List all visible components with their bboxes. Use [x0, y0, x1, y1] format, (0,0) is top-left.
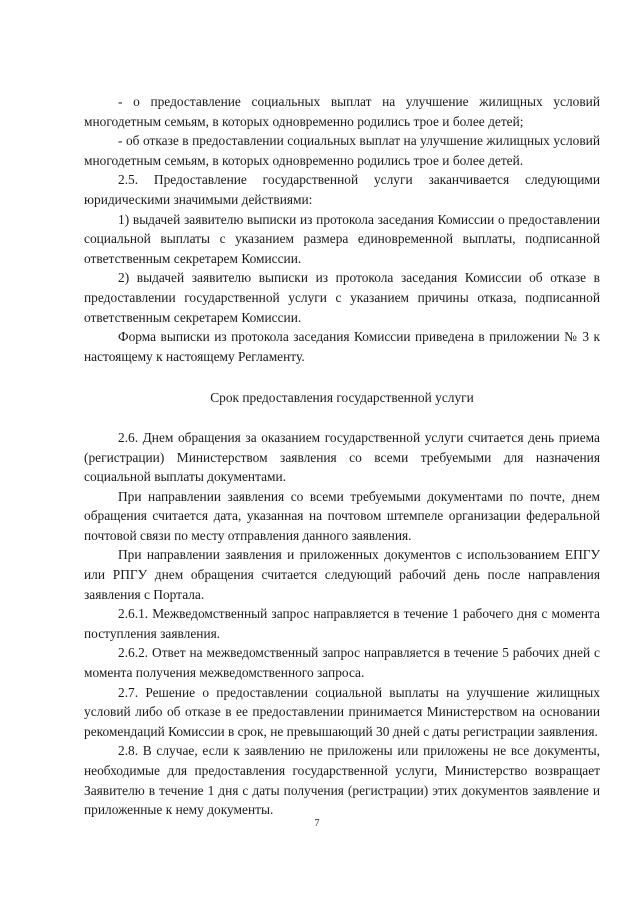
- paragraph-bullet-provision: - о предоставление социальных выплат на улучшение жилищных условий многодетным семьям, в которых одновременно родились трое и более детей;: [84, 94, 600, 129]
- paragraph-2-7: 2.7. Решение о предоставлении социальной выплаты на улучшение жилищных условий либо об отказе в ее предоставлении принимается Министерством на основании рекомендаций Комиссии в срок, не превышающий 30 дней с даты регистрации заявления.: [84, 684, 600, 739]
- page-number: 7: [314, 818, 320, 829]
- paragraph-mail: При направлении заявления со всеми требуемыми документами по почте, днем обращения считается дата, указанная на почтовом штемпеле организации федеральной почтовой связи по месту отправления данного заявления.: [84, 488, 600, 543]
- section-heading: Срок предоставления государственной услуги: [210, 390, 474, 406]
- paragraph-item-1: 1) выдачей заявителю выписки из протокола заседания Комиссии о предоставлении социальной выплаты с указанием размера единовременной выплаты, подписанной ответственным секретарем Комиссии.: [84, 211, 600, 266]
- paragraph-2-6: 2.6. Днем обращения за оказанием государственной услуги считается день приема (регистрации) Министерством заявления со всеми требуемыми для назначения социальной выплаты документами.: [84, 429, 600, 485]
- paragraph-form-reference: Форма выписки из протокола заседания Комиссии приведена в приложении № 3 к настоящему к настоящему Регламенту.: [84, 329, 600, 364]
- paragraph-portal: При направлении заявления и приложенных документов с использованием ЕПГУ или РПГУ днем обращения считается следующий рабочий день после направления заявления с Портала.: [84, 547, 600, 602]
- document-page: [84, 92, 600, 820]
- paragraph-2-6-2: 2.6.2. Ответ на межведомственный запрос направляется в течение 5 рабочих дней с момента получения межведомственного запроса.: [84, 645, 600, 681]
- paragraph-2-5: 2.5. Предоставление государственной услуги заканчивается следующими юридическими значимыми действиями:: [84, 172, 600, 207]
- paragraph-2-8: 2.8. В случае, если к заявлению не приложены или приложены не все документы, необходимые для предоставления государственной услуги, Министерство возвращает Заявителю в течение 1 дня с даты получения (регистрации) этих документов заявление и приложенные к нему документы.: [84, 743, 600, 818]
- spacer: [84, 408, 600, 428]
- paragraph-item-2: 2) выдачей заявителю выписки из протокола заседания Комиссии об отказе в предоставлении государственной услуги с указанием причины отказа, подписанной ответственным секретарем Комиссии.: [84, 270, 600, 325]
- paragraph-bullet-refusal: - об отказе в предоставлении социальных выплат на улучшение жилищных условий многодетным семьям, в которых одновременно родились трое и более детей.: [84, 133, 600, 168]
- paragraph-2-6-1: 2.6.1. Межведомственный запрос направляется в течение 1 рабочего дня с момента поступления заявления.: [84, 606, 600, 641]
- spacer: [84, 366, 600, 388]
